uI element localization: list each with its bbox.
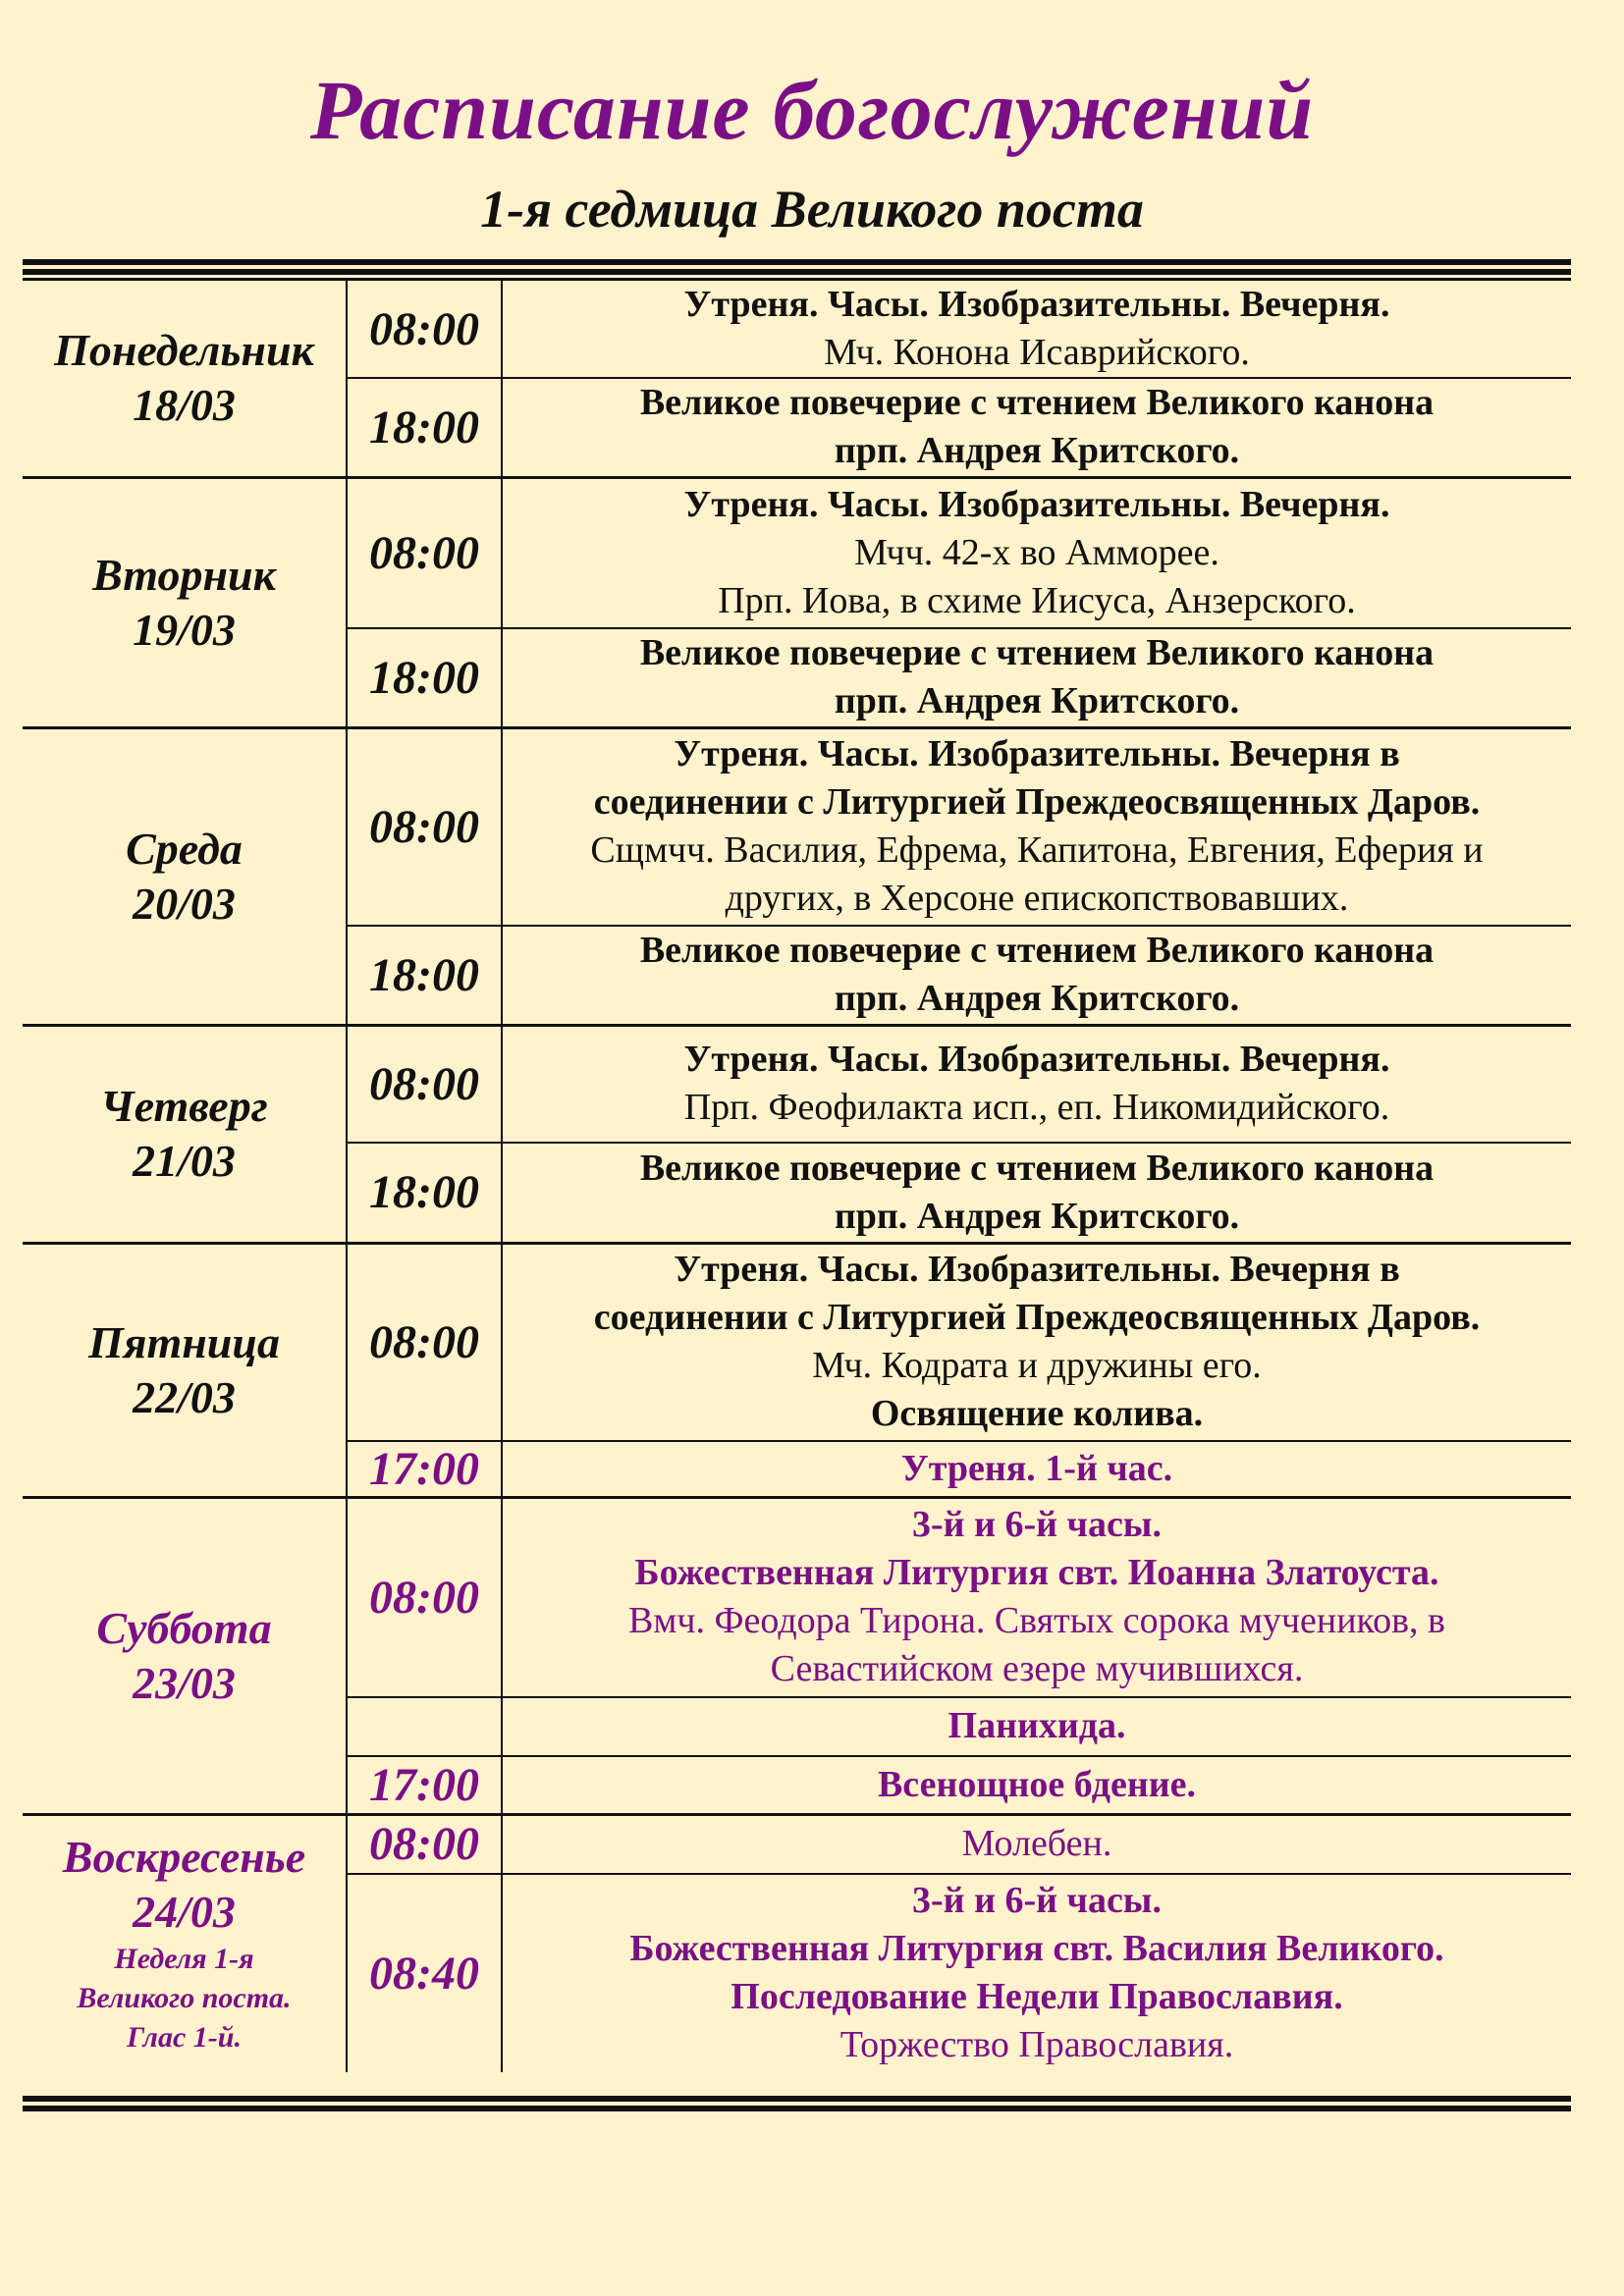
service-title: Великое повечерие с чтением Великого канона (639, 930, 1435, 972)
day-note: Неделя 1-я (114, 1943, 254, 1976)
day-name: Пятница (88, 1316, 280, 1367)
time-cell: 08:00 (347, 477, 502, 628)
table-row (23, 1243, 1571, 1441)
day-cell-wednesday (23, 727, 347, 1025)
time-cell: 17:00 (347, 1441, 502, 1498)
service-title: Утреня. Часы. Изобразительны. Вечерня в (674, 1249, 1400, 1291)
day-cell-sunday (23, 1815, 347, 2072)
service-cell (502, 280, 1571, 379)
service-cell (502, 1143, 1571, 1243)
day-name: Понедельник (54, 325, 314, 376)
service-commemoration: Торжество Православия. (839, 2024, 1234, 2065)
service-title: Утреня. Часы. Изобразительны. Вечерня. (683, 1039, 1390, 1081)
service-title: 3-й и 6-й часы. (912, 1504, 1162, 1546)
service-commemoration: Сщмчч. Василия, Ефрема, Капитона, Евгения, Еферия и (590, 829, 1484, 872)
time-cell: 08:00 (347, 727, 502, 926)
time-cell: 08:00 (347, 1025, 502, 1143)
service-cell (502, 1874, 1571, 2072)
time-cell (347, 1697, 502, 1756)
service-title: Утреня. 1-й час. (900, 1448, 1173, 1489)
service-cell (502, 1243, 1571, 1441)
time-cell: 18:00 (347, 926, 502, 1025)
table-row (23, 280, 1571, 379)
table-row (23, 1025, 1571, 1143)
service-title: прп. Андрея Критского. (834, 978, 1240, 1020)
day-cell-monday (23, 280, 347, 478)
day-cell-tuesday (23, 477, 347, 727)
time-cell: 08:00 (347, 280, 502, 379)
service-title: прп. Андрея Критского. (834, 430, 1240, 472)
service-title: Всенощное бдение. (877, 1763, 1197, 1805)
day-cell-saturday (23, 1498, 347, 1815)
service-title: Утреня. Часы. Изобразительны. Вечерня в (674, 733, 1400, 775)
service-cell (502, 727, 1571, 926)
service-commemoration: Мч. Кодрата и дружины его. (812, 1345, 1262, 1387)
service-title: Освящение колива. (870, 1393, 1204, 1435)
day-date: 21/03 (133, 1136, 236, 1186)
service-commemoration: Прп. Феофилакта исп., еп. Никомидийского. (683, 1087, 1390, 1129)
service-title: соединении с Литургией Преждеосвященных Даров. (593, 781, 1481, 824)
day-name: Суббота (96, 1603, 272, 1653)
service-title: Божественная Литургия свт. Василия Великого. (629, 1928, 1444, 1969)
service-commemoration: Мч. Конона Исаврийского. (824, 332, 1250, 373)
service-cell (502, 1441, 1571, 1498)
day-cell-thursday (23, 1025, 347, 1243)
time-cell: 08:00 (347, 1815, 502, 1874)
service-title: Панихида. (947, 1705, 1126, 1746)
table-row (23, 727, 1571, 926)
day-name: Вторник (92, 549, 276, 600)
day-date: 19/03 (133, 604, 236, 655)
day-name: Четверг (100, 1081, 268, 1131)
bottom-double-rule (23, 2096, 1571, 2111)
service-title: Утреня. Часы. Изобразительны. Вечерня. (683, 483, 1390, 525)
day-date: 24/03 (133, 1887, 236, 1938)
top-double-rule (23, 259, 1571, 275)
service-cell (502, 1697, 1571, 1756)
day-date: 20/03 (133, 878, 236, 929)
table-row (23, 1498, 1571, 1697)
service-cell (502, 1025, 1571, 1143)
day-date: 18/03 (133, 380, 236, 431)
service-commemoration: других, в Херсоне епископствовавших. (725, 878, 1349, 920)
day-note: Великого поста. (77, 1982, 292, 2015)
day-name: Воскресенье (62, 1832, 306, 1883)
service-title: Великое повечерие с чтением Великого канона (639, 632, 1435, 674)
service-cell (502, 926, 1571, 1025)
service-title: Божественная Литургия свт. Иоанна Златоуста. (634, 1552, 1439, 1594)
service-cell (502, 1498, 1571, 1697)
page-title: Расписание богослужений (309, 63, 1315, 157)
time-cell: 08:00 (347, 1498, 502, 1697)
service-cell (502, 628, 1571, 727)
service-title: соединении с Литургией Преждеосвященных Даров. (593, 1297, 1481, 1339)
time-cell: 17:00 (347, 1756, 502, 1815)
day-name: Среда (126, 823, 243, 874)
time-cell: 18:00 (347, 628, 502, 727)
service-cell (502, 378, 1571, 477)
service-title: Последование Недели Православия. (731, 1976, 1343, 2017)
day-date: 23/03 (133, 1658, 236, 1708)
day-date: 22/03 (133, 1371, 236, 1422)
service-title: Великое повечерие с чтением Великого канона (639, 1147, 1435, 1189)
page-subtitle: 1-я седмица Великого поста (480, 180, 1144, 239)
time-cell: 18:00 (347, 378, 502, 477)
service-title: Великое повечерие с чтением Великого канона (639, 382, 1435, 424)
service-commemoration: Молебен. (961, 1823, 1112, 1865)
service-title: прп. Андрея Критского. (834, 1195, 1240, 1237)
service-title: 3-й и 6-й часы. (912, 1880, 1162, 1921)
table-row (23, 477, 1571, 628)
time-cell: 08:40 (347, 1874, 502, 2072)
day-note: Глас 1-й. (127, 2021, 242, 2055)
service-commemoration: Мчч. 42-х во Амморее. (854, 531, 1219, 573)
time-cell: 18:00 (347, 1143, 502, 1243)
service-cell (502, 1756, 1571, 1815)
time-cell: 08:00 (347, 1243, 502, 1441)
day-cell-friday (23, 1243, 347, 1498)
service-title: прп. Андрея Критского. (834, 680, 1240, 722)
service-title: Утреня. Часы. Изобразительны. Вечерня. (683, 284, 1390, 325)
schedule-table (23, 278, 1571, 2072)
service-commemoration: Вмч. Феодора Тирона. Святых сорока мучеников, в (628, 1600, 1445, 1642)
service-cell (502, 477, 1571, 628)
service-commemoration: Севастийском езере мучившихся. (770, 1648, 1304, 1690)
service-cell (502, 1815, 1571, 1874)
service-commemoration: Прп. Иова, в схиме Иисуса, Анзерского. (718, 579, 1356, 621)
table-row (23, 1815, 1571, 1874)
